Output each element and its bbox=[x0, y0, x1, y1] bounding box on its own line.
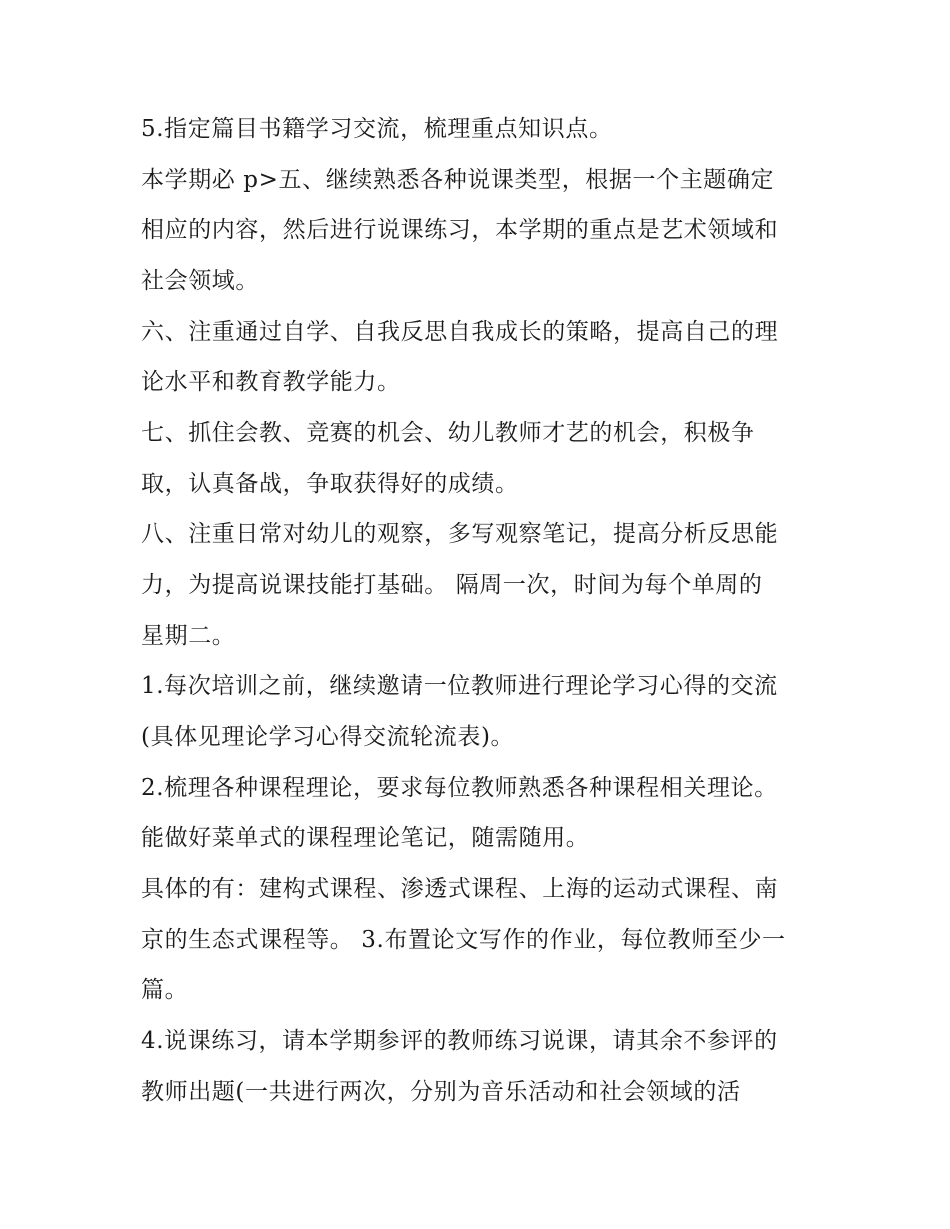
text-line-8: 取，认真备战，争取获得好的成绩。 bbox=[141, 471, 519, 497]
text-line-17: 京的生态式课程等。 3.布置论文写作的作业，每位教师至少一 bbox=[141, 927, 786, 953]
text-line-20: 教师出题(一共进行两次，分别为音乐活动和社会领域的活 bbox=[141, 1079, 741, 1105]
text-line-4: 社会领域。 bbox=[141, 268, 259, 294]
text-line-14: 2.梳理各种课程理论，要求每位教师熟悉各种课程相关理论。 bbox=[141, 775, 778, 801]
text-line-2: 本学期必 p>五、继续熟悉各种说课类型，根据一个主题确定 bbox=[141, 167, 775, 193]
text-line-6: 论水平和教育教学能力。 bbox=[141, 369, 401, 395]
text-line-18: 篇。 bbox=[141, 977, 189, 1003]
text-line-11: 星期二。 bbox=[141, 623, 236, 649]
text-line-3: 相应的内容，然后进行说课练习，本学期的重点是艺术领域和 bbox=[141, 217, 779, 243]
text-line-16: 具体的有：建构式课程、渗透式课程、上海的运动式课程、南 bbox=[141, 876, 779, 902]
text-line-7: 七、抓住会教、竞赛的机会、幼儿教师才艺的机会，积极争 bbox=[141, 420, 755, 446]
text-line-10: 力，为提高说课技能打基础。 隔周一次，时间为每个单周的 bbox=[141, 572, 763, 598]
text-line-15: 能做好菜单式的课程理论笔记，随需随用。 bbox=[141, 825, 590, 851]
text-line-13: (具体见理论学习心得交流轮流表)。 bbox=[141, 724, 515, 750]
text-line-9: 八、注重日常对幼儿的观察，多写观察笔记，提高分析反思能 bbox=[141, 521, 779, 547]
text-line-1: 5.指定篇目书籍学习交流，梳理重点知识点。 bbox=[141, 116, 613, 142]
text-line-19: 4.说课练习，请本学期参评的教师练习说课，请其余不参评的 bbox=[141, 1028, 778, 1054]
text-line-12: 1.每次培训之前，继续邀请一位教师进行理论学习心得的交流 bbox=[141, 673, 778, 699]
text-line-5: 六、注重通过自学、自我反思自我成长的策略，提高自己的理 bbox=[141, 319, 779, 345]
